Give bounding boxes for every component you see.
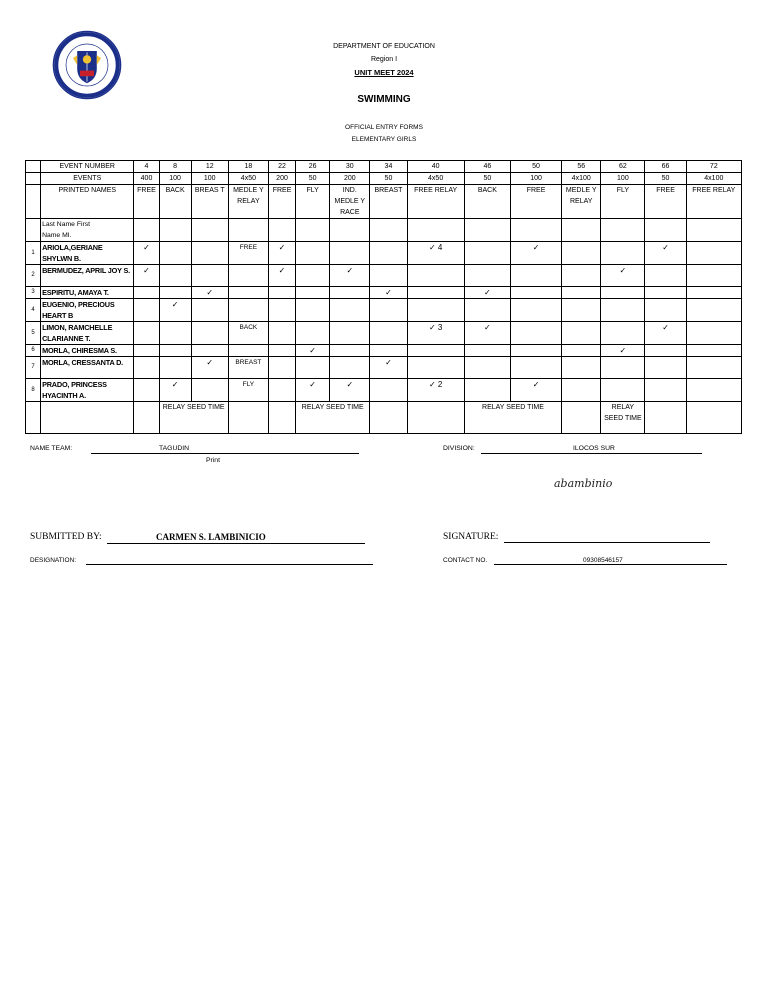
entry-cell[interactable] (510, 265, 561, 287)
entry-cell[interactable] (601, 299, 645, 322)
blank-cell (601, 219, 645, 242)
entry-cell[interactable] (645, 357, 686, 379)
deped-seal-logo (52, 30, 122, 100)
entry-cell[interactable] (510, 322, 561, 345)
entry-cell[interactable] (370, 379, 407, 402)
entry-cell[interactable] (296, 287, 330, 299)
name-team-field[interactable] (91, 453, 359, 454)
distance-cell: 50 (464, 173, 510, 185)
entry-cell[interactable] (464, 345, 510, 357)
entry-check[interactable]: ✓ (601, 265, 645, 287)
entry-cell[interactable] (330, 242, 370, 265)
swimmer-number: 4 (26, 299, 41, 322)
entry-cell[interactable] (134, 379, 159, 402)
stroke-cell: BREAS T (191, 185, 228, 219)
entry-cell[interactable] (330, 322, 370, 345)
stroke-cell: BACK (464, 185, 510, 219)
entry-check[interactable]: ✓ (268, 242, 295, 265)
division-value: ILOCOS SUR (573, 445, 615, 452)
entry-cell[interactable] (268, 357, 295, 379)
blank-cell (26, 402, 41, 434)
distance-cell: 50 (296, 173, 330, 185)
entry-cell[interactable] (645, 287, 686, 299)
entry-cell[interactable] (370, 322, 407, 345)
event-number-cell: 12 (191, 161, 228, 173)
entry-cell[interactable] (686, 345, 741, 357)
entry-cell[interactable] (686, 379, 741, 402)
entry-cell[interactable] (407, 345, 464, 357)
entry-check[interactable]: ✓ (268, 265, 295, 287)
event-number-cell: 30 (330, 161, 370, 173)
distance-cell: 200 (268, 173, 295, 185)
swimmer-number: 2 (26, 265, 41, 287)
event-number-cell: 46 (464, 161, 510, 173)
entry-check[interactable]: ✓ (159, 379, 191, 402)
entry-cell[interactable] (191, 242, 228, 265)
entry-check[interactable]: ✓ (159, 299, 191, 322)
form-title: OFFICIAL ENTRY FORMS (345, 124, 423, 131)
event-number-cell: 34 (370, 161, 407, 173)
entry-cell[interactable] (510, 345, 561, 357)
stroke-cell: FREE (134, 185, 159, 219)
entry-cell[interactable] (134, 287, 159, 299)
swimmer-name: ARIOLA,GERIANE SHYLWN B. (41, 242, 134, 265)
entry-cell[interactable] (562, 345, 601, 357)
event-number-cell: 66 (645, 161, 686, 173)
entry-cell[interactable] (510, 357, 561, 379)
signature-field[interactable] (504, 542, 710, 543)
entry-cell[interactable] (686, 357, 741, 379)
swimmer-row (26, 379, 742, 402)
entry-cell[interactable] (645, 345, 686, 357)
entry-cell[interactable] (159, 265, 191, 287)
printed-names-label: PRINTED NAMES (41, 185, 134, 219)
blank-cell (268, 402, 295, 434)
entry-check[interactable]: ✓ (191, 357, 228, 379)
distance-cell: 4x100 (562, 173, 601, 185)
entry-cell[interactable] (464, 265, 510, 287)
entry-cell[interactable] (268, 345, 295, 357)
entry-cell[interactable] (370, 299, 407, 322)
name-mi-label: Name MI. (42, 232, 72, 239)
swimmer-name: BERMUDEZ, APRIL JOY S. (41, 265, 134, 287)
stroke-row (26, 185, 742, 219)
entry-cell[interactable] (330, 357, 370, 379)
blank-cell (407, 402, 464, 434)
entry-cell[interactable] (296, 265, 330, 287)
stroke-cell: FREE RELAY (686, 185, 741, 219)
entry-cell[interactable] (562, 242, 601, 265)
events-label: EVENTS (41, 173, 134, 185)
entry-cell[interactable] (159, 242, 191, 265)
entry-cell[interactable] (191, 299, 228, 322)
entry-cell[interactable] (601, 287, 645, 299)
distance-cell: 100 (601, 173, 645, 185)
category-label: ELEMENTARY GIRLS (351, 136, 417, 143)
division-field[interactable] (481, 453, 702, 454)
entry-cell[interactable] (686, 287, 741, 299)
blank-cell (330, 219, 370, 242)
relay-seed-row (26, 402, 742, 434)
entry-cell[interactable]: BREAST (228, 357, 268, 379)
entry-cell[interactable] (601, 357, 645, 379)
relay-seed-time-label: RELAY SEED TIME (159, 402, 228, 434)
sport-title: SWIMMING (357, 94, 411, 105)
event-number-cell: 22 (268, 161, 295, 173)
blank-cell (296, 219, 330, 242)
entry-check[interactable]: ✓ (645, 322, 686, 345)
entry-cell[interactable] (159, 357, 191, 379)
distance-cell: 4x50 (228, 173, 268, 185)
designation-label: DESIGNATION: (30, 557, 77, 564)
entry-cell[interactable] (134, 345, 159, 357)
entry-cell[interactable] (191, 265, 228, 287)
swimmer-row (26, 287, 742, 299)
swimmer-row (26, 357, 742, 379)
entry-check[interactable]: ✓ (510, 242, 561, 265)
entry-cell[interactable] (407, 357, 464, 379)
swimmer-number: 3 (26, 287, 41, 299)
entry-cell[interactable] (464, 379, 510, 402)
entry-cell[interactable] (464, 357, 510, 379)
blank-cell (370, 219, 407, 242)
handwritten-signature (552, 474, 618, 492)
name-team-value: TAGUDIN (159, 445, 190, 452)
entry-check[interactable]: ✓ (510, 379, 561, 402)
event-number-label: EVENT NUMBER (41, 161, 134, 173)
print-label: Print (206, 457, 220, 464)
region-heading: Region I (370, 56, 398, 63)
blank-cell (686, 219, 741, 242)
entry-cell[interactable] (159, 322, 191, 345)
entry-cell[interactable]: FLY (228, 379, 268, 402)
contact-field[interactable] (494, 564, 727, 565)
entry-cell[interactable] (191, 322, 228, 345)
blank-cell (228, 219, 268, 242)
entry-cell[interactable] (191, 345, 228, 357)
submitted-by-field[interactable] (107, 543, 365, 544)
entry-cell[interactable] (228, 345, 268, 357)
blank-cell (159, 219, 191, 242)
blank-cell (645, 402, 686, 434)
entry-check[interactable]: ✓ 3 (407, 322, 464, 345)
swimmer-name: ESPIRITU, AMAYA T. (41, 287, 134, 299)
swimmer-name: PRADO, PRINCESS HYACINTH A. (41, 379, 134, 402)
swimmer-number: 1 (26, 242, 41, 265)
entry-cell[interactable] (686, 322, 741, 345)
stroke-cell: BREAST (370, 185, 407, 219)
distance-cell: 200 (330, 173, 370, 185)
name-format-row (26, 219, 742, 242)
entry-check[interactable]: ✓ (134, 265, 159, 287)
entry-cell[interactable] (407, 287, 464, 299)
blank-cell (464, 219, 510, 242)
event-number-cell: 62 (601, 161, 645, 173)
stroke-cell: MEDLE Y RELAY (562, 185, 601, 219)
event-number-cell: 50 (510, 161, 561, 173)
entry-cell[interactable] (562, 357, 601, 379)
entry-check[interactable]: ✓ (191, 287, 228, 299)
swimmer-row (26, 265, 742, 287)
entry-cell[interactable] (645, 265, 686, 287)
blank-cell (510, 219, 561, 242)
entry-cell[interactable] (268, 322, 295, 345)
last-first-label: Last Name First (42, 221, 91, 228)
distance-cell: 50 (370, 173, 407, 185)
entry-cell[interactable] (645, 379, 686, 402)
swimmer-row (26, 299, 742, 322)
blank-cell (134, 402, 159, 434)
relay-seed-time-label: RELAY SEED TIME (296, 402, 370, 434)
event-number-cell: 26 (296, 161, 330, 173)
entry-cell[interactable] (330, 287, 370, 299)
entry-cell[interactable] (134, 299, 159, 322)
entry-cell[interactable] (159, 287, 191, 299)
entry-cell[interactable] (601, 322, 645, 345)
entry-cell[interactable] (330, 299, 370, 322)
division-label: DIVISION: (443, 445, 475, 452)
entry-cell[interactable] (296, 357, 330, 379)
distance-cell: 100 (191, 173, 228, 185)
entry-cell[interactable] (510, 287, 561, 299)
entry-cell[interactable] (407, 299, 464, 322)
swimmer-name: EUGENIO, PRECIOUS HEART B (41, 299, 134, 322)
entry-cell[interactable] (228, 299, 268, 322)
entry-cell[interactable] (268, 299, 295, 322)
swimmer-row (26, 322, 742, 345)
department-heading: DEPARTMENT OF EDUCATION (333, 43, 435, 50)
event-number-cell: 8 (159, 161, 191, 173)
swimmer-row (26, 345, 742, 357)
entry-cell[interactable] (159, 345, 191, 357)
blank-cell (41, 402, 134, 434)
blank-cell (407, 219, 464, 242)
blank-cell (645, 219, 686, 242)
swimmer-name: LIMON, RAMCHELLE CLARIANNE T. (41, 322, 134, 345)
blank-cell (562, 402, 601, 434)
entry-cell[interactable] (601, 242, 645, 265)
entry-cell[interactable] (296, 299, 330, 322)
meet-heading: UNIT MEET 2024 (354, 68, 414, 77)
stroke-cell: FLY (296, 185, 330, 219)
swimmer-number: 8 (26, 379, 41, 402)
entry-cell[interactable] (407, 265, 464, 287)
entry-cell[interactable]: FREE (228, 242, 268, 265)
signature-label: SIGNATURE: (443, 532, 499, 542)
entry-cell[interactable] (562, 379, 601, 402)
entry-cell[interactable] (464, 242, 510, 265)
blank-cell (134, 219, 159, 242)
blank-cell (268, 219, 295, 242)
contact-value: 09308546157 (583, 557, 623, 564)
entry-check[interactable]: ✓ (645, 242, 686, 265)
relay-seed-time-label: RELAY SEED TIME (464, 402, 561, 434)
entry-cell[interactable] (686, 299, 741, 322)
blank-cell (191, 219, 228, 242)
entry-table (25, 160, 742, 434)
entry-cell[interactable] (645, 299, 686, 322)
distance-cell: 100 (159, 173, 191, 185)
entry-cell[interactable] (510, 299, 561, 322)
entry-cell[interactable] (562, 299, 601, 322)
stroke-cell: MEDLE Y RELAY (228, 185, 268, 219)
stroke-cell: FREE (645, 185, 686, 219)
event-number-cell: 4 (134, 161, 159, 173)
contact-label: CONTACT NO. (443, 557, 488, 564)
entry-cell[interactable] (370, 265, 407, 287)
swimmer-number: 6 (26, 345, 41, 357)
entry-check[interactable]: ✓ (601, 345, 645, 357)
blank-cell (228, 402, 268, 434)
blank-cell (686, 402, 741, 434)
stroke-cell: BACK (159, 185, 191, 219)
distance-cell: 100 (510, 173, 561, 185)
entry-cell[interactable] (686, 242, 741, 265)
swimmer-number: 5 (26, 322, 41, 345)
swimmer-number: 7 (26, 357, 41, 379)
submitted-by-value: CARMEN S. LAMBINICIO (156, 532, 266, 542)
entry-check[interactable]: ✓ 2 (407, 379, 464, 402)
event-number-cell: 72 (686, 161, 741, 173)
events-row (26, 173, 742, 185)
entry-cell[interactable] (134, 322, 159, 345)
stroke-cell: FREE (510, 185, 561, 219)
entry-check[interactable]: ✓ (370, 287, 407, 299)
entry-cell[interactable] (268, 379, 295, 402)
entry-cell[interactable] (562, 265, 601, 287)
stroke-cell: FLY (601, 185, 645, 219)
entry-check[interactable]: ✓ 4 (407, 242, 464, 265)
entry-cell[interactable] (296, 322, 330, 345)
entry-check[interactable]: ✓ (134, 242, 159, 265)
entry-check[interactable]: ✓ (296, 345, 330, 357)
entry-cell[interactable] (268, 287, 295, 299)
event-number-cell: 40 (407, 161, 464, 173)
submitted-by-label: SUBMITTED BY: (30, 532, 102, 542)
event-number-row (26, 161, 742, 173)
event-number-cell: 56 (562, 161, 601, 173)
entry-check[interactable]: ✓ (370, 357, 407, 379)
stroke-cell: IND. MEDLE Y RACE (330, 185, 370, 219)
entry-cell[interactable]: BACK (228, 322, 268, 345)
entry-cell[interactable] (134, 357, 159, 379)
entry-check[interactable]: ✓ (464, 287, 510, 299)
entry-check[interactable]: ✓ (296, 379, 330, 402)
entry-cell[interactable] (464, 299, 510, 322)
distance-cell: 50 (645, 173, 686, 185)
name-team-label: NAME TEAM: (30, 445, 73, 452)
entry-cell[interactable] (601, 379, 645, 402)
distance-cell: 4x100 (686, 173, 741, 185)
entry-cell[interactable] (562, 322, 601, 345)
swimmer-name: MORLA, CHIRESMA S. (41, 345, 134, 357)
distance-cell: 400 (134, 173, 159, 185)
entry-cell[interactable] (370, 242, 407, 265)
blank-cell (370, 402, 407, 434)
entry-cell[interactable] (686, 265, 741, 287)
entry-check[interactable]: ✓ (464, 322, 510, 345)
stroke-cell: FREE RELAY (407, 185, 464, 219)
entry-cell[interactable] (370, 345, 407, 357)
blank-cell (562, 219, 601, 242)
entry-cell[interactable] (228, 265, 268, 287)
event-number-cell: 18 (228, 161, 268, 173)
distance-cell: 4x50 (407, 173, 464, 185)
entry-check[interactable]: ✓ (330, 265, 370, 287)
stroke-cell: FREE (268, 185, 295, 219)
svg-text:abambinio: abambinio (554, 477, 613, 490)
swimmer-row (26, 242, 742, 265)
entry-cell[interactable] (191, 379, 228, 402)
entry-cell[interactable] (296, 242, 330, 265)
swimmer-name: MORLA, CRESSANTA D. (41, 357, 134, 379)
entry-check[interactable]: ✓ (330, 379, 370, 402)
designation-field[interactable] (86, 564, 373, 565)
entry-cell[interactable] (330, 345, 370, 357)
relay-seed-time-label: RELAY SEED TIME (601, 402, 645, 434)
entry-cell[interactable] (562, 287, 601, 299)
entry-cell[interactable] (228, 287, 268, 299)
